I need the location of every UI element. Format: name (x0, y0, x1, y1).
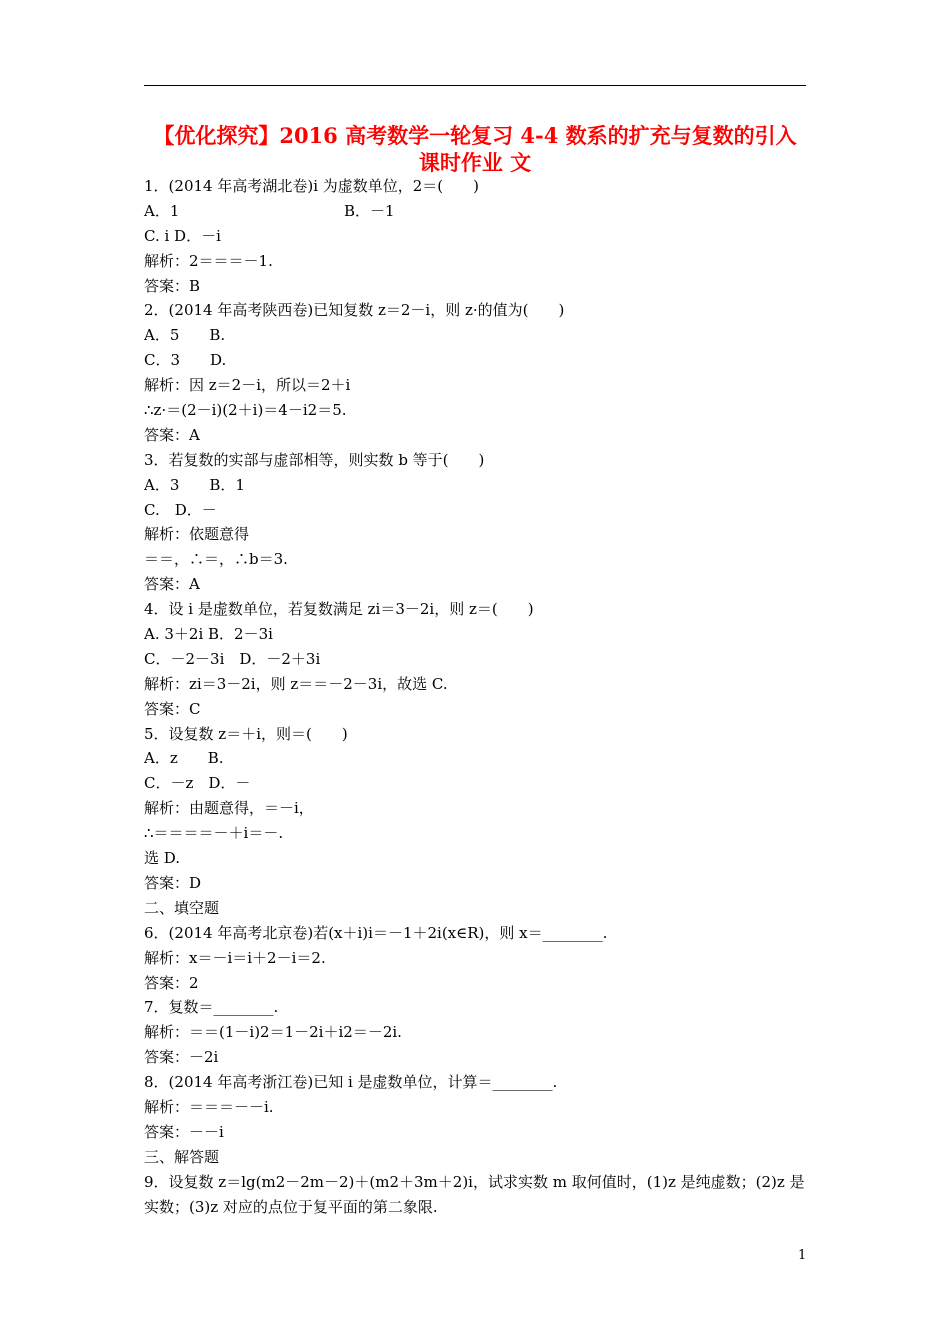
question-2-options-ab: A．5 B. (144, 326, 226, 345)
question-5-options-cd: C．－z D．－ (144, 774, 251, 793)
solution-8: 解析：＝＝＝－－i. (144, 1097, 274, 1116)
question-3: 3．若复数的实部与虚部相等，则实数 b 等于( ) (144, 450, 485, 469)
solution-5-choice: 选 D. (144, 849, 181, 868)
section-fill-in: 二、填空题 (144, 898, 220, 917)
question-3-options-ab: A．3 B．1 (144, 475, 245, 494)
question-1: 1．(2014 年高考湖北卷)i 为虚数单位，2＝( ) (144, 177, 480, 195)
solution-7: 解析：＝＝(1－i)2＝1－2i＋i2＝－2i. (144, 1023, 402, 1042)
header-rule (144, 85, 806, 86)
answer-1: 答案：B (144, 276, 201, 295)
question-9-cont: 实数；(3)z 对应的点位于复平面的第二象限. (144, 1197, 438, 1216)
solution-1: 解析：2＝＝＝－1. (144, 251, 273, 270)
question-1-options-cd: C. i D．－i (144, 226, 221, 245)
answer-6: 答案：2 (144, 973, 199, 992)
question-2-options-cd: C．3 D. (144, 351, 227, 370)
solution-2: 解析：因 z＝2－i，所以＝2＋i (144, 376, 351, 395)
answer-7: 答案：－2i (144, 1048, 219, 1067)
question-5: 5．设复数 z＝＋i，则＝( ) (144, 724, 348, 743)
answer-5: 答案：D (144, 873, 202, 892)
title-line-1: 【优化探究】2016 高考数学一轮复习 4-4 数系的扩充与复数的引入 (153, 123, 797, 148)
option-b: B．－1 (344, 201, 395, 220)
solution-6: 解析：x＝－i＝i＋2－i＝2. (144, 948, 326, 967)
answer-8: 答案：－－i (144, 1122, 224, 1141)
question-8: 8．(2014 年高考浙江卷)已知 i 是虚数单位，计算＝________. (144, 1073, 558, 1092)
title-line-2: 课时作业 文 (418, 150, 532, 175)
question-4: 4．设 i 是虚数单位，若复数满足 zi＝3－2i，则 z＝( ) (144, 600, 534, 619)
solution-3: 解析：依题意得 (144, 525, 250, 544)
document-body (144, 174, 806, 1219)
question-3-options-cd: C. D．－ (144, 500, 217, 519)
question-7: 7．复数＝________. (144, 998, 279, 1017)
solution-3-cont: ＝＝，∴＝，∴b＝3. (144, 550, 288, 569)
question-9: 9．设复数 z＝lg(m2－2m－2)＋(m2＋3m＋2)i，试求实数 m 取何值时，(1)z 是纯虚数；(2)z 是 (144, 1172, 805, 1191)
question-4-options-ab: A. 3＋2i B．2－3i (144, 625, 273, 644)
solution-4: 解析：zi＝3－2i，则 z＝＝－2－3i，故选 C. (144, 674, 448, 693)
document-title (144, 122, 806, 176)
question-4-options-cd: C．－2－3i D．－2＋3i (144, 649, 321, 668)
question-2: 2．(2014 年高考陕西卷)已知复数 z＝2－i，则 z·的值为( ) (144, 301, 565, 320)
solution-5-cont: ∴＝＝＝＝－＋i＝－. (144, 824, 284, 843)
question-5-options-ab: A．z B. (144, 749, 224, 768)
question-6: 6．(2014 年高考北京卷)若(x＋i)i＝－1＋2i(x∈R)，则 x＝________. (144, 923, 608, 942)
answer-2: 答案：A (144, 425, 200, 444)
answer-3: 答案：A (144, 575, 200, 594)
solution-2-cont: ∴z·＝(2－i)(2＋i)＝4－i2＝5. (144, 401, 347, 420)
page-number: 1 (798, 1248, 807, 1263)
question-1-options-ab (144, 199, 806, 224)
answer-4: 答案：C (144, 699, 201, 718)
option-a: A．1 (144, 201, 180, 220)
solution-5: 解析：由题意得，＝－i， (144, 799, 314, 818)
section-solutions: 三、解答题 (144, 1147, 220, 1166)
